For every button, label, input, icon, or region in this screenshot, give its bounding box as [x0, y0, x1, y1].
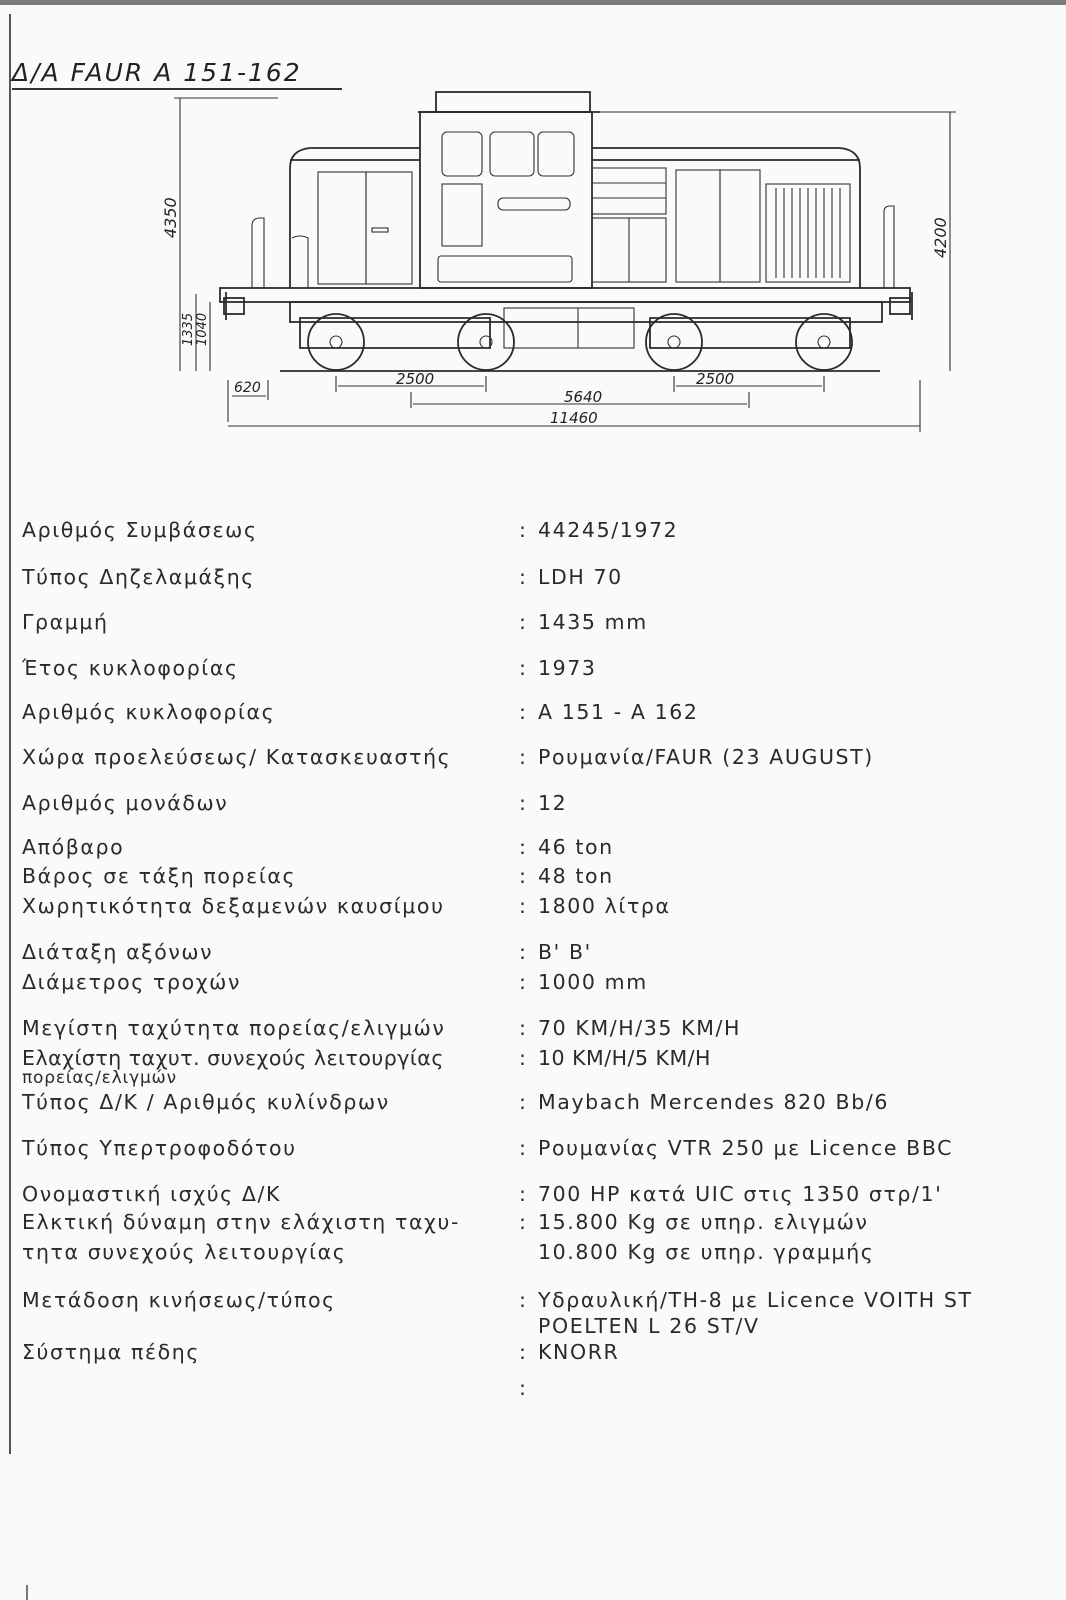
spec-row: Αριθμός Συμβάσεως : 44245/1972 [22, 518, 679, 542]
short-hood [290, 148, 420, 288]
cab-window-right [538, 132, 574, 176]
spec-row [0, 1314, 1066, 1338]
spec-label: Τύπος Δ/Κ / Αριθμός κυλίνδρων [22, 1090, 390, 1114]
spec-label: Γραμμή [22, 610, 109, 634]
dim-height-total: 4200 [931, 217, 950, 258]
spec-value: 46 ton [538, 835, 614, 859]
top-edge-bar [0, 0, 1066, 5]
fuel-tank [504, 308, 634, 348]
dim-wheelbase-left: 2500 [396, 370, 435, 388]
spec-value: 1800 λίτρα [538, 894, 671, 918]
spec-row: Μεγίστη ταχύτητα πορείας/ελιγμών : 70 KM/H/35 KM/H [22, 1016, 742, 1040]
frame [220, 288, 910, 302]
spec-row: Διάμετρος τροχών : 1000 mm [22, 970, 648, 994]
spec-row: Ελαχίστη ταχυτ. συνεχούς λειτουργίας : 10 KM/H/5 KM/H [22, 1046, 711, 1070]
spec-row: Μετάδοση κινήσεως/τύπος : Υδραυλική/TH-8 με Licence VOITH ST [22, 1288, 973, 1312]
spec-value: POELTEN L 26 ST/V [538, 1314, 760, 1338]
spec-value: Ρουμανίας VTR 250 με Licence BBC [538, 1136, 954, 1160]
spec-label-continuation: πορείας/ελιγμών [22, 1068, 177, 1088]
spec-label: τητα συνεχούς λειτουργίας [22, 1240, 347, 1264]
spec-value: 15.800 Kg σε υπηρ. ελιγμών [538, 1210, 869, 1234]
spec-label: Αριθμός κυκλοφορίας [22, 700, 276, 724]
spec-value: 12 [538, 791, 568, 815]
spec-label: Τύπος Δηζελαμάξης [22, 565, 255, 589]
dim-wheelbase-right: 2500 [696, 370, 735, 388]
spec-row: Τύπος Δηζελαμάξης : LDH 70 [22, 565, 623, 589]
spec-value: 48 ton [538, 864, 614, 888]
cab-window-left [442, 132, 482, 176]
spec-value: 1000 mm [538, 970, 648, 994]
page-title: Δ/Α FAUR A 151-162 [12, 58, 342, 90]
spec-value: 1435 mm [538, 610, 648, 634]
spec-label: Ονομαστική ισχύς Δ/Κ [22, 1182, 282, 1206]
spec-row: Αριθμός κυκλοφορίας : A 151 - A 162 [22, 700, 699, 724]
spec-value: A 151 - A 162 [538, 700, 699, 724]
left-margin-rule [9, 14, 11, 1454]
spec-value: 1973 [538, 656, 597, 680]
buffer-left [224, 298, 244, 314]
spec-label: Διάμετρος τροχών [22, 970, 241, 994]
spec-value: 10.800 Kg σε υπηρ. γραμμής [538, 1240, 875, 1264]
spec-row: Χώρα προελεύσεως/ Κατασκευαστής : Ρουμανία/FAUR (23 AUGUST) [22, 745, 874, 769]
spec-label: Ελαχίστη ταχυτ. συνεχούς λειτουργίας [22, 1046, 444, 1070]
spec-value: 700 HP κατά UIC στις 1350 στρ/1' [538, 1182, 943, 1206]
hood-louvre-panel [592, 168, 666, 214]
spec-label: Αριθμός Συμβάσεως [22, 518, 258, 542]
spec-row: Χωρητικότητα δεξαμενών καυσίμου : 1800 λίτρα [22, 894, 671, 918]
buffer-right [890, 298, 910, 314]
spec-row: Σύστημα πέδης : KNORR [22, 1340, 620, 1364]
spec-label: Βάρος σε τάξη πορείας [22, 864, 297, 888]
dim-length: 11460 [550, 409, 598, 427]
spec-row: Έτος κυκλοφορίας : 1973 [22, 656, 597, 680]
spec-label: Χώρα προελεύσεως/ Κατασκευαστής [22, 745, 452, 769]
cab-window-center [490, 132, 534, 176]
spec-row: : [519, 1376, 528, 1400]
spec-label: Διάταξη αξόνων [22, 940, 214, 964]
dim-floor-height: 1040 [195, 312, 210, 346]
hood-door-right-2 [720, 170, 760, 282]
spec-value: 44245/1972 [538, 518, 679, 542]
spec-label: Έτος κυκλοφορίας [22, 656, 239, 680]
spec-label: Σύστημα πέδης [22, 1340, 201, 1364]
spec-label: Χωρητικότητα δεξαμενών καυσίμου [22, 894, 445, 918]
left-margin-mark [26, 1585, 28, 1600]
spec-row: Ελκτική δύναμη στην ελάχιστη ταχυ- : 15.800 Kg σε υπηρ. ελιγμών [22, 1210, 869, 1234]
spec-row: Απόβαρο : 46 ton [22, 835, 614, 859]
handrail-left [252, 218, 264, 288]
spec-value: LDH 70 [538, 565, 623, 589]
spec-label: Ελκτική δύναμη στην ελάχιστη ταχυ- [22, 1210, 460, 1234]
locomotive-drawing [160, 88, 960, 438]
spec-value: KNORR [538, 1340, 620, 1364]
dim-overhang: 620 [234, 380, 261, 396]
dim-buffer-height: 1335 [181, 312, 196, 346]
spec-label: Τύπος Υπερτροφοδότου [22, 1136, 297, 1160]
spec-value: Maybach Mercendes 820 Bb/6 [538, 1090, 889, 1114]
spec-row [0, 1240, 1066, 1264]
cab [420, 112, 592, 288]
spec-row: Αριθμός μονάδων : 12 [22, 791, 568, 815]
spec-row: Διάταξη αξόνων : B' B' [22, 940, 592, 964]
spec-row: Τύπος Υπερτροφοδότου : Ρουμανίας VTR 250 με Licence BBC [22, 1136, 954, 1160]
spec-label: Αριθμός μονάδων [22, 791, 229, 815]
handrail-right [884, 206, 894, 288]
hood-door-left-1 [318, 172, 366, 284]
spec-value: 10 KM/H/5 KM/H [538, 1046, 711, 1070]
spec-value: 70 KM/H/35 KM/H [538, 1016, 742, 1040]
cab-roof [436, 92, 590, 112]
spec-value: B' B' [538, 940, 592, 964]
spec-row: Βάρος σε τάξη πορείας : 48 ton [22, 864, 614, 888]
hood-door-right-1 [676, 170, 720, 282]
spec-label: Μετάδοση κινήσεως/τύπος [22, 1288, 336, 1312]
spec-label: Απόβαρο [22, 835, 125, 859]
spec-value: Ρουμανία/FAUR (23 AUGUST) [538, 745, 874, 769]
spec-row: Τύπος Δ/Κ / Αριθμός κυλίνδρων : Maybach Mercendes 820 Bb/6 [22, 1090, 889, 1114]
dim-bogie-centres: 5640 [564, 388, 603, 406]
cab-door [442, 184, 482, 246]
spec-label: Μεγίστη ταχύτητα πορείας/ελιγμών [22, 1016, 446, 1040]
spec-value: Υδραυλική/TH-8 με Licence VOITH ST [538, 1288, 973, 1312]
spec-row: Ονομαστική ισχύς Δ/Κ : 700 HP κατά UIC στις 1350 στρ/1' [22, 1182, 943, 1206]
dim-height-body: 4350 [161, 197, 180, 238]
spec-row: Γραμμή : 1435 mm [22, 610, 648, 634]
